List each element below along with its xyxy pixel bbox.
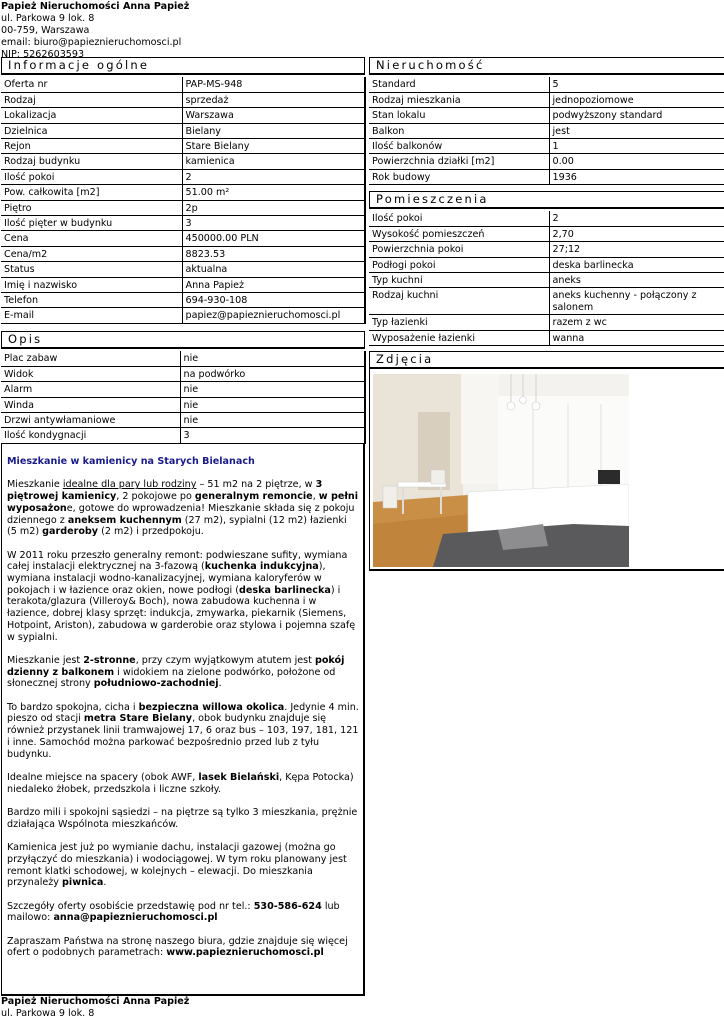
agency-email: email: biuro@papieznieruchomosci.pl [1,37,182,48]
bold-text: deska barlinecka [239,584,331,596]
table-row [1,92,365,107]
table-row [1,123,365,138]
row-value: 27;12 [549,242,724,257]
text-span: . [103,877,107,889]
table-row [369,257,724,272]
description-paragraph [7,936,359,959]
row-value: wanna [549,330,724,345]
row-label: Lokalizacja [1,108,182,123]
row-value: 8823.53 [182,246,365,261]
section-general-header: Informacje ogólne [1,57,365,75]
row-label: Rodzaj mieszkania [369,92,549,107]
bold-text: kuchenka indukcyjna [204,561,319,573]
table-row [1,77,365,92]
row-label: Status [1,262,182,277]
row-value: sprzedaż [182,92,365,107]
row-value: deska barlinecka [549,257,724,272]
text-span: Szczegóły oferty osobiście przedstawię pod nr tel.: [7,900,254,912]
row-value: na podwórko [180,366,365,381]
description-title: Mieszkanie w kamienicy na Starych Bielanach [7,456,255,467]
text-span: . Jedynie 4 min. pieszo od stacji [7,701,359,725]
bold-text: 3 piętrowej kamienicy [7,479,323,503]
text-span: Kamienica jest już po wymianie dachu, instalacji gazowej (można go przyłączyć do mieszkania) i wodociągowej. W tym roku planowany jest remont klatki schodowej, w kolejnych – elewacji. Do mieszkania przynależy [7,842,347,889]
row-label: Rejon [1,139,182,154]
row-label: Alarm [1,382,180,397]
row-label: Wyposażenie łazienki [369,330,549,345]
text-span: , Kępa Potocka) niedaleko żłobek, przedszkola i liczne szkoły. [7,771,354,795]
text-span: . [218,678,222,690]
row-label: Powierzchnia działki [m2] [369,154,549,169]
row-value: nie [180,397,365,412]
table-row [369,315,724,330]
section-property-header: Nieruchomość [369,57,724,75]
row-value: 0.00 [549,154,724,169]
row-value: razem z wc [549,315,724,330]
table-row [369,154,724,169]
text-span: Zapraszam Państwa na stronę naszego biura, gdzie znajduje się więcej ofert o podobnych parametrach: [7,935,348,959]
row-value: 3 [180,428,365,443]
row-label: E-mail [1,308,182,323]
description-paragraph [7,807,359,830]
row-label: Balkon [369,123,549,138]
row-label: Powierzchnia pokoi [369,242,549,257]
row-label: Cena [1,231,182,246]
row-label: Rodzaj [1,92,182,107]
table-row [1,200,365,215]
row-label: Winda [1,397,180,412]
text-span: Idealne miejsce na spacery (obok AWF, [7,771,199,783]
row-label: Imię i nazwisko [1,277,182,292]
text-span: – 51 m2 na 2 piętrze, w [196,479,316,491]
row-value: 2 [182,169,365,184]
table-row [369,273,724,288]
row-label: Typ kuchni [369,273,549,288]
table-row [1,382,365,397]
row-value: 694-930-108 [182,292,365,307]
bold-text: aneksem kuchennym [67,514,182,526]
text-span: To bardzo spokojna, cicha i [7,701,139,713]
bold-text: piwnica [62,877,104,889]
agency-street: ul. Parkowa 9 lok. 8 [1,13,95,24]
table-row [1,108,365,123]
table-row [1,216,365,231]
row-value: 2,70 [549,226,724,241]
row-label: Cena/m2 [1,246,182,261]
description-paragraph [7,702,359,761]
text-span: e, gotowe do wprowadzenia! Mieszkanie składa się z pokoju dziennego z [7,502,355,526]
table-row [1,139,365,154]
table-row [369,139,724,154]
section-description-header: Opis [1,331,365,349]
row-label: Piętro [1,200,182,215]
row-label: Stan lokalu [369,108,549,123]
row-value: aktualna [182,262,365,277]
row-value: 2p [182,200,365,215]
row-value: 51.00 m² [182,185,365,200]
rooms-table [369,211,724,346]
row-value: aneks kuchenny - połączony z salonem [549,288,724,315]
table-row [1,366,365,381]
description-box [1,444,365,996]
text-span: , przy czym wyjątkowym atutem jest [135,654,315,666]
description-text [7,456,359,971]
agency-city: 00-759, Warszawa [1,25,90,36]
agency-header [1,1,189,61]
text-span: Mieszkanie jest [7,654,84,666]
row-label: Dzielnica [1,123,182,138]
description-features-table [1,351,366,444]
table-row [1,308,365,323]
table-row [369,330,724,345]
row-value: jest [549,123,724,138]
table-row [369,169,724,184]
row-label: Standard [369,77,549,92]
row-label: Ilość kondygnacji [1,428,180,443]
table-row [1,428,365,443]
row-value: nie [180,413,365,428]
bold-text: metra Stare Bielany [83,713,193,725]
text-span: (2 m2) i przedpokoju. [98,526,204,538]
row-value: PAP-MS-948 [182,77,365,92]
apartment-photo[interactable] [373,374,629,567]
row-label: Ilość pięter w budynku [1,216,182,231]
text-span: i widokiem na zielone podwórko, położone od słonecznej strony [7,666,336,690]
text-span: lub mailowo: [7,900,340,924]
row-label: Ilość balkonów [369,139,549,154]
text-span: W 2011 roku przeszło generalny remont: podwieszane sufity, wymiana całej instalacji elektrycznej na 3-fazową ( [7,549,348,573]
row-value: nie [180,351,365,366]
agency-name: Papież Nieruchomości Anna Papież [1,1,190,12]
table-row [369,226,724,241]
bold-text: generalnym remoncie [194,491,313,503]
row-value: papiez@papieznieruchomosci.pl [182,308,365,323]
table-row [1,246,365,261]
photo-box [369,368,724,571]
table-row [1,185,365,200]
row-label: Rok budowy [369,169,549,184]
description-paragraph [7,479,359,538]
table-row [1,397,365,412]
row-label: Telefon [1,292,182,307]
table-row [1,262,365,277]
row-value: aneks [549,273,724,288]
footer-street: ul. Parkowa 9 lok. 8 [1,1008,95,1019]
row-label: Drzwi antywłamaniowe [1,413,180,428]
row-label: Typ łazienki [369,315,549,330]
row-label: Widok [1,366,180,381]
row-label: Pow. całkowita [m2] [1,185,182,200]
bold-text: www.papieznieruchomosci.pl [166,947,324,959]
row-label: Oferta nr [1,77,182,92]
footer-name: Papież Nieruchomości Anna Papież [1,996,190,1007]
general-info-table [1,77,366,324]
underlined-text: idealne dla pary lub rodziny [62,479,197,491]
section-rooms-header: Pomieszczenia [369,191,724,209]
row-value: Anna Papież [182,277,365,292]
row-value: 2 [549,211,724,226]
text-span: , [312,491,319,503]
table-row [1,277,365,292]
text-span: (27 m2), sypialni (12 m2) łazienki (5 m2) [7,514,347,538]
row-label: Podłogi pokoi [369,257,549,272]
table-row [369,108,724,123]
table-row [1,413,365,428]
row-value: 450000.00 PLN [182,231,365,246]
bold-text: anna@papieznieruchomosci.pl [53,912,218,924]
table-row [1,169,365,184]
text-span: , 2 pokojowe po [116,491,195,503]
row-value: 1 [549,139,724,154]
row-value: 5 [549,77,724,92]
bold-text: bezpieczna willowa okolica [138,701,285,713]
text-span: ), wymiana instalacji wodno-kanalizacyjnej, wymiana kaloryferów w pokojach i w łazience oraz okien, nowe podłogi ( [7,561,326,596]
table-row [369,77,724,92]
row-label: Wysokość pomieszczeń [369,226,549,241]
bold-text: w pełni wyposażon [7,491,359,514]
text-span: Bardzo mili i spokojni sąsiedzi – na piętrze są tylko 3 mieszkania, prężnie działająca Wspólnota mieszkańców. [7,807,358,830]
description-paragraph [7,901,359,924]
bold-text: 2-stronne [83,654,136,666]
table-row [369,123,724,138]
table-row [369,242,724,257]
bold-text: 530-586-624 [253,900,322,912]
description-paragraph [7,772,359,795]
row-label: Plac zabaw [1,351,180,366]
bold-text: pokój dzienny z balkonem [7,654,345,678]
description-paragraph [7,842,359,889]
row-label: Rodzaj kuchni [369,288,549,315]
row-value: 1936 [549,169,724,184]
bold-text: lasek Bielański [198,771,280,783]
row-label: Ilość pokoi [369,211,549,226]
text-span: Mieszkanie [7,479,63,491]
row-value: kamienica [182,154,365,169]
row-value: jednopoziomowe [549,92,724,107]
table-row [369,92,724,107]
bold-text: garderoby [42,526,99,538]
table-row [1,154,365,169]
text-span: , obok budynku znajduje się również przystanek linii tramwajowej 17, 6 oraz bus – 103, 197, 181, 121 i inne. Samochód można parkować bezpośrednio przed lub z tyłu budynku. [7,713,359,760]
table-row [1,351,365,366]
section-photos-header: Zdjęcia [369,351,724,369]
row-value: Bielany [182,123,365,138]
footer [1,996,189,1020]
row-value: nie [180,382,365,397]
row-value: 3 [182,216,365,231]
text-span: ) i terakota/glazura (Villeroy& Boch), nowa zabudowa kuchenna i w łazience, dobrej klasy sprzęt: indukcja, zmywarka, piekarnik (Siemens, Hotpoint, Ariston), zabudowa w garderobie oraz stylowa i pojemna szafę w sypialni. [7,584,356,643]
description-paragraph [7,550,359,644]
row-label: Ilość pokoi [1,169,182,184]
table-row [1,231,365,246]
row-value: Stare Bielany [182,139,365,154]
row-value: podwyższony standard [549,108,724,123]
description-paragraph [7,655,359,690]
table-row [1,292,365,307]
row-value: Warszawa [182,108,365,123]
table-row [369,288,724,315]
bold-text: południowo-zachodniej [93,678,219,690]
row-label: Rodzaj budynku [1,154,182,169]
property-table [369,77,724,185]
agency-nip: NIP: 5262603593 [1,49,85,60]
table-row [369,211,724,226]
